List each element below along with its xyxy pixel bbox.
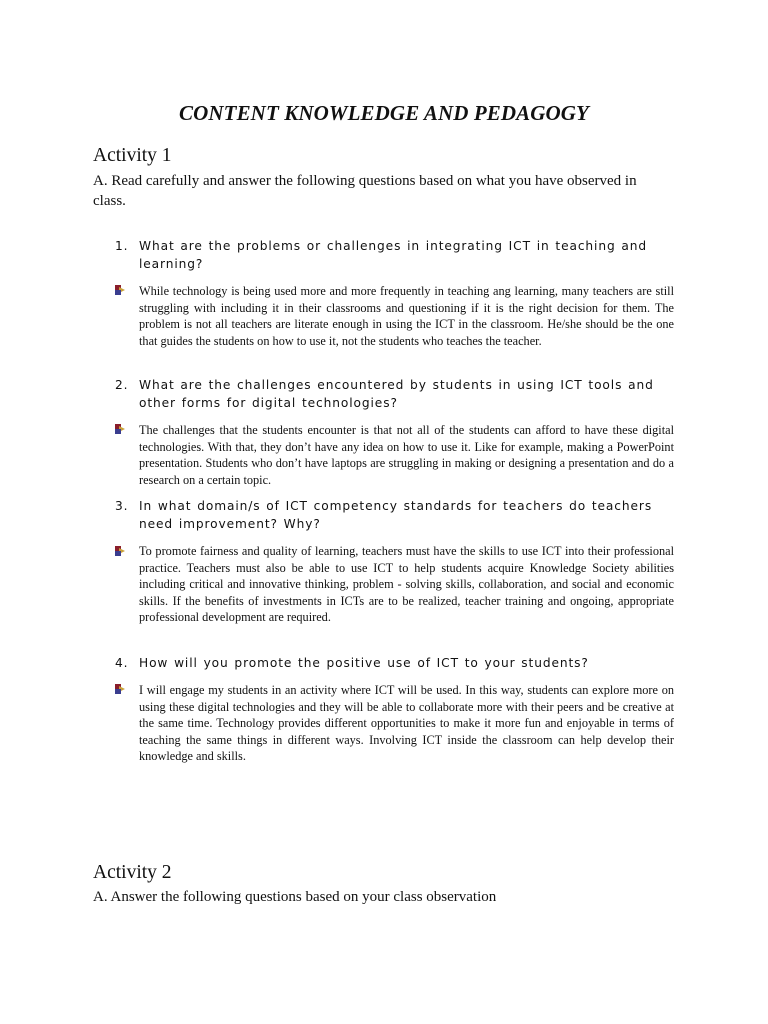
activity-2-instruction: A. Answer the following questions based on your class observation [93,889,497,905]
arrow-bullet-icon [114,423,126,435]
activity-1-instruction: A. Read carefully and answer the following questions based on what you have observed in class. [93,173,637,209]
question-1-number: 1. [115,239,129,253]
arrow-bullet-icon [114,545,126,557]
answer-4-text: I will engage my students in an activity where ICT will be used. In this way, students can explore more on using these digital technologies and they will be able to collaborate more with their peers and be creative at the same time. Technology provides different opportunities to make it more fun and enjoyable in terms of teaching the same things in different ways. Involving ICT inside the classroom can help develop their knowledge and skills. [139,683,674,764]
activity-2-heading: Activity 2 [93,862,172,883]
question-2-text: What are the challenges encountered by students in using ICT tools and other forms for digital technologies? [139,378,654,410]
answer-3-text: To promote fairness and quality of learning, teachers must have the skills to use ICT into their professional practice. Teachers must also be able to use ICT to help students acquire Knowledge Society abilities including critical and innovative thinking, problem - solving skills, collaboration, and social and economic skills. If the benefits of investments in ICTs are to be realized, teacher training and ongoing, appropriate professional development are required. [139,544,674,625]
document-title: CONTENT KNOWLEDGE AND PEDAGOGY [179,101,589,125]
question-3-text: In what domain/s of ICT competency standards for teachers do teachers need improvement? Why? [139,499,653,531]
question-4-text: How will you promote the positive use of ICT to your students? [139,656,589,670]
question-1-text: What are the problems or challenges in integrating ICT in teaching and learning? [139,239,648,271]
arrow-bullet-icon [114,284,126,296]
arrow-bullet-icon [114,683,126,695]
question-2-number: 2. [115,378,129,392]
question-3-number: 3. [115,499,129,513]
activity-1-heading: Activity 1 [93,145,172,166]
answer-1-text: While technology is being used more and more frequently in teaching ang learning, many teachers are still struggling with including it in their classrooms and questioning if it is the right decision for them. The problem is not all teachers are literate enough in using the ICT in the classroom. He/she should be the one that guides the students on how to use it, not the students who teaches the teacher. [139,284,674,348]
question-4-number: 4. [115,656,129,670]
answer-2-text: The challenges that the students encounter is that not all of the students can afford to have these digital technologies. With that, they don’t have any idea on how to use it. Like for example, making a PowerPoint presentation. Students who don’t have laptops are struggling in making or designing a presentation and do a research on a certain topic. [139,423,674,487]
